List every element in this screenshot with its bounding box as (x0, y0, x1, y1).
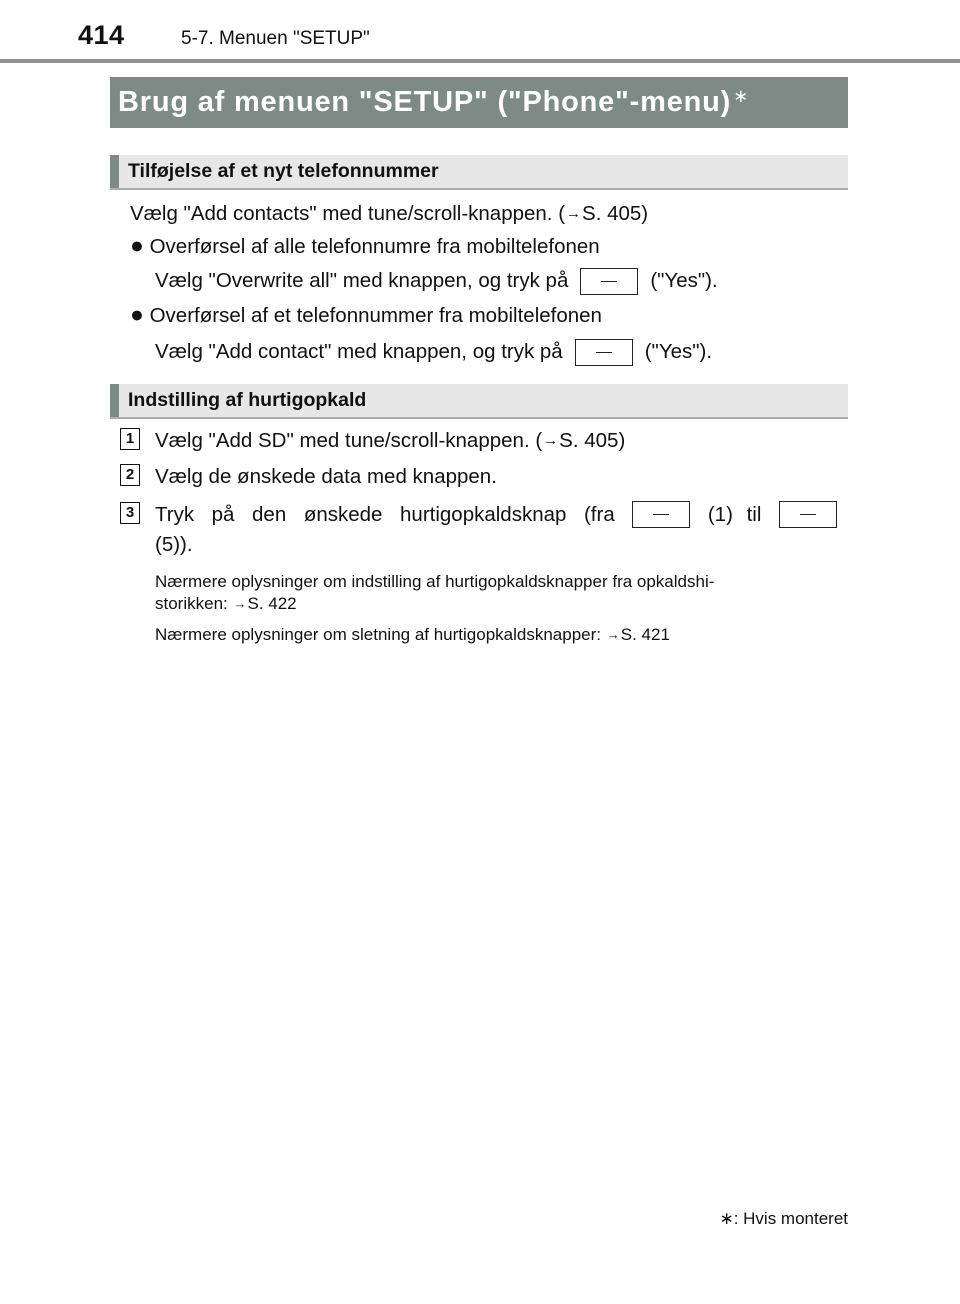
blank-button-icon (632, 501, 690, 528)
step-number-3: 3 (120, 502, 140, 524)
note-text: storikken: (155, 594, 228, 613)
bullet-instruction (155, 339, 712, 366)
note-line: Nærmere oplysninger om indstilling af hurtigopkaldsknapper fra opkaldshi- (155, 572, 715, 591)
step-text (155, 429, 625, 453)
instruction-text: Vælg "Overwrite all" med knappen, og tryk på (155, 268, 569, 292)
instruction-text-end: ("Yes"). (650, 268, 718, 292)
bullet-item (130, 301, 602, 328)
bullet-icon: ● (130, 232, 144, 258)
subheading-add-number (110, 155, 848, 190)
section-reference: 5-7. Menuen "SETUP" (181, 28, 370, 49)
page-reference[interactable]: S. 421 (620, 625, 670, 644)
footnote (719, 1209, 848, 1229)
bullet-instruction (155, 268, 718, 295)
main-title-bar (110, 77, 848, 128)
step-word: (fra (583, 502, 615, 526)
note-line (155, 594, 297, 614)
bullet-item (130, 232, 600, 259)
header-rule (0, 59, 960, 63)
subheading-label: Indstilling af hurtigopkald (128, 389, 367, 411)
step-text-continued: (5)). (155, 533, 193, 556)
step-text-main: Vælg "Add SD" med tune/scroll-knappen. ( (155, 429, 543, 452)
step-word: hurtigopkaldsknap (400, 502, 567, 526)
page-reference[interactable]: S. 405) (559, 429, 626, 452)
note-text: Nærmere oplysninger om sletning af hurtigopkaldsknapper: (155, 625, 602, 644)
subheading-label: Tilføjelse af et nyt telefonnummer (128, 160, 439, 182)
page-reference[interactable]: S. 405) (582, 202, 649, 225)
page-reference[interactable]: S. 422 (247, 594, 297, 613)
step-word: ønskede (303, 502, 383, 526)
right-arrow-icon: → (606, 627, 620, 642)
step-word: Tryk (155, 502, 195, 526)
note-line (155, 625, 670, 645)
instruction-text: Vælg "Add contact" med knappen, og tryk på (155, 339, 563, 363)
intro-line (130, 202, 648, 226)
page-number: 414 (78, 20, 125, 50)
blank-button-icon (580, 268, 638, 295)
subheading-speed-dial (110, 384, 848, 419)
step-range-text: (1) til (707, 502, 762, 526)
optional-marker: ∗ (719, 1209, 734, 1228)
right-arrow-icon: → (566, 205, 582, 222)
step-text-justified (155, 501, 837, 528)
right-arrow-icon: → (233, 596, 247, 611)
step-word: på (211, 502, 235, 526)
subheading-accent (110, 155, 119, 188)
blank-button-icon (575, 339, 633, 366)
step-text: Vælg de ønskede data med knappen. (155, 465, 497, 488)
blank-button-icon (779, 501, 837, 528)
step-number-1: 1 (120, 428, 140, 450)
intro-text: Vælg "Add contacts" med tune/scroll-knappen. ( (130, 202, 566, 225)
subheading-accent (110, 384, 119, 417)
right-arrow-icon: → (543, 432, 559, 449)
optional-marker: ∗ (733, 86, 749, 106)
bullet-title: Overførsel af et telefonnummer fra mobiltelefonen (149, 304, 602, 327)
footnote-text: : Hvis monteret (733, 1209, 848, 1228)
bullet-title: Overførsel af alle telefonnumre fra mobiltelefonen (149, 235, 600, 258)
main-title: Brug af menuen "SETUP" ("Phone"-menu) (118, 86, 732, 118)
step-number-2: 2 (120, 464, 140, 486)
step-word: den (252, 502, 287, 526)
bullet-icon: ● (130, 301, 144, 327)
instruction-text-end: ("Yes"). (644, 339, 713, 363)
